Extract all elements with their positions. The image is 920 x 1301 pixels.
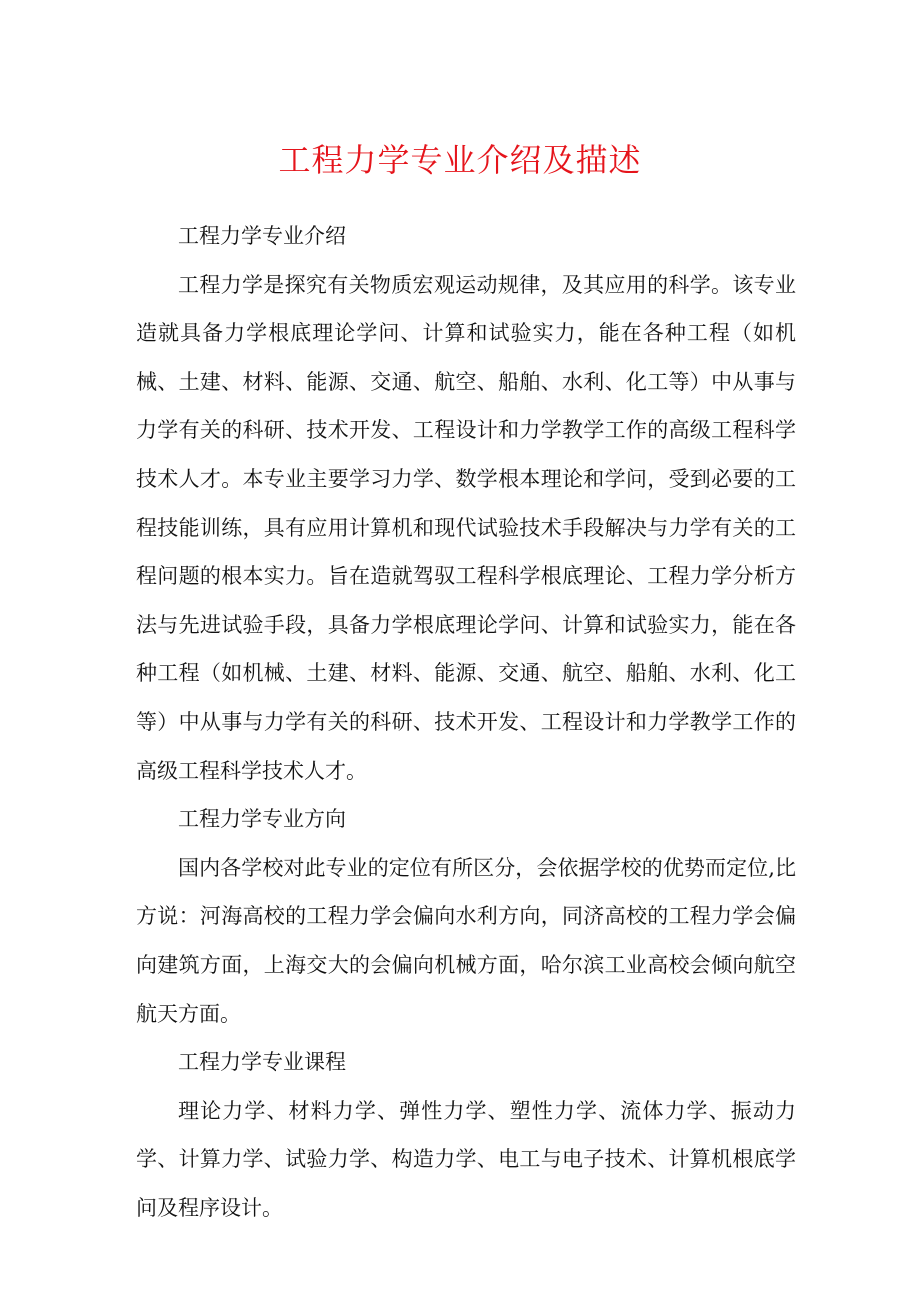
section-heading-courses: 工程力学专业课程 xyxy=(178,1050,346,1075)
section-heading-introduction: 工程力学专业介绍 xyxy=(178,224,346,248)
section-paragraph-courses: 理论力学、材料力学、弹性力学、塑性力学、流体力学、振动力学、计算力学、试验力学、构造力学、电工与电子技术、计算机根底学问及程序设计。 xyxy=(136,1098,796,1220)
section-paragraph-introduction: 工程力学是探究有关物质宏观运动规律，及其应用的科学。该专业造就具备力学根底理论学问、计算和试验实力，能在各种工程（如机械、土建、材料、能源、交通、航空、船舶、水利、化工等）中从事与力学有关的科研、技术开发、工程设计和力学教学工作的高级工程科学技术人才。本专业主要学习力学、数学根本理论和学问，受到必要的工程技能训练，具有应用计算机和现代试验技术手段解决与力学有关的工程问题的根本实力。旨在造就驾驭工程科学根底理论、工程力学分析方法与先进试验手段，具备力学根底理论学问、计算和试验实力，能在各种工程（如机械、土建、材料、能源、交通、航空、船舶、水利、化工等）中从事与力学有关的科研、技术开发、工程设计和力学教学工作的高级工程科学技术人才。 xyxy=(136,272,796,783)
document-body xyxy=(136,212,796,1232)
section-paragraph-direction: 国内各学校对此专业的定位有所区分，会依据学校的优势而定位,比方说：河海高校的工程力学会偏向水利方向，同济高校的工程力学会偏向建筑方面，上海交大的会偏向机械方面，哈尔滨工业高校会倾向航空航天方面。 xyxy=(136,855,796,1026)
document-title: 工程力学专业介绍及描述 xyxy=(278,141,642,179)
section-heading-direction: 工程力学专业方向 xyxy=(178,807,346,832)
